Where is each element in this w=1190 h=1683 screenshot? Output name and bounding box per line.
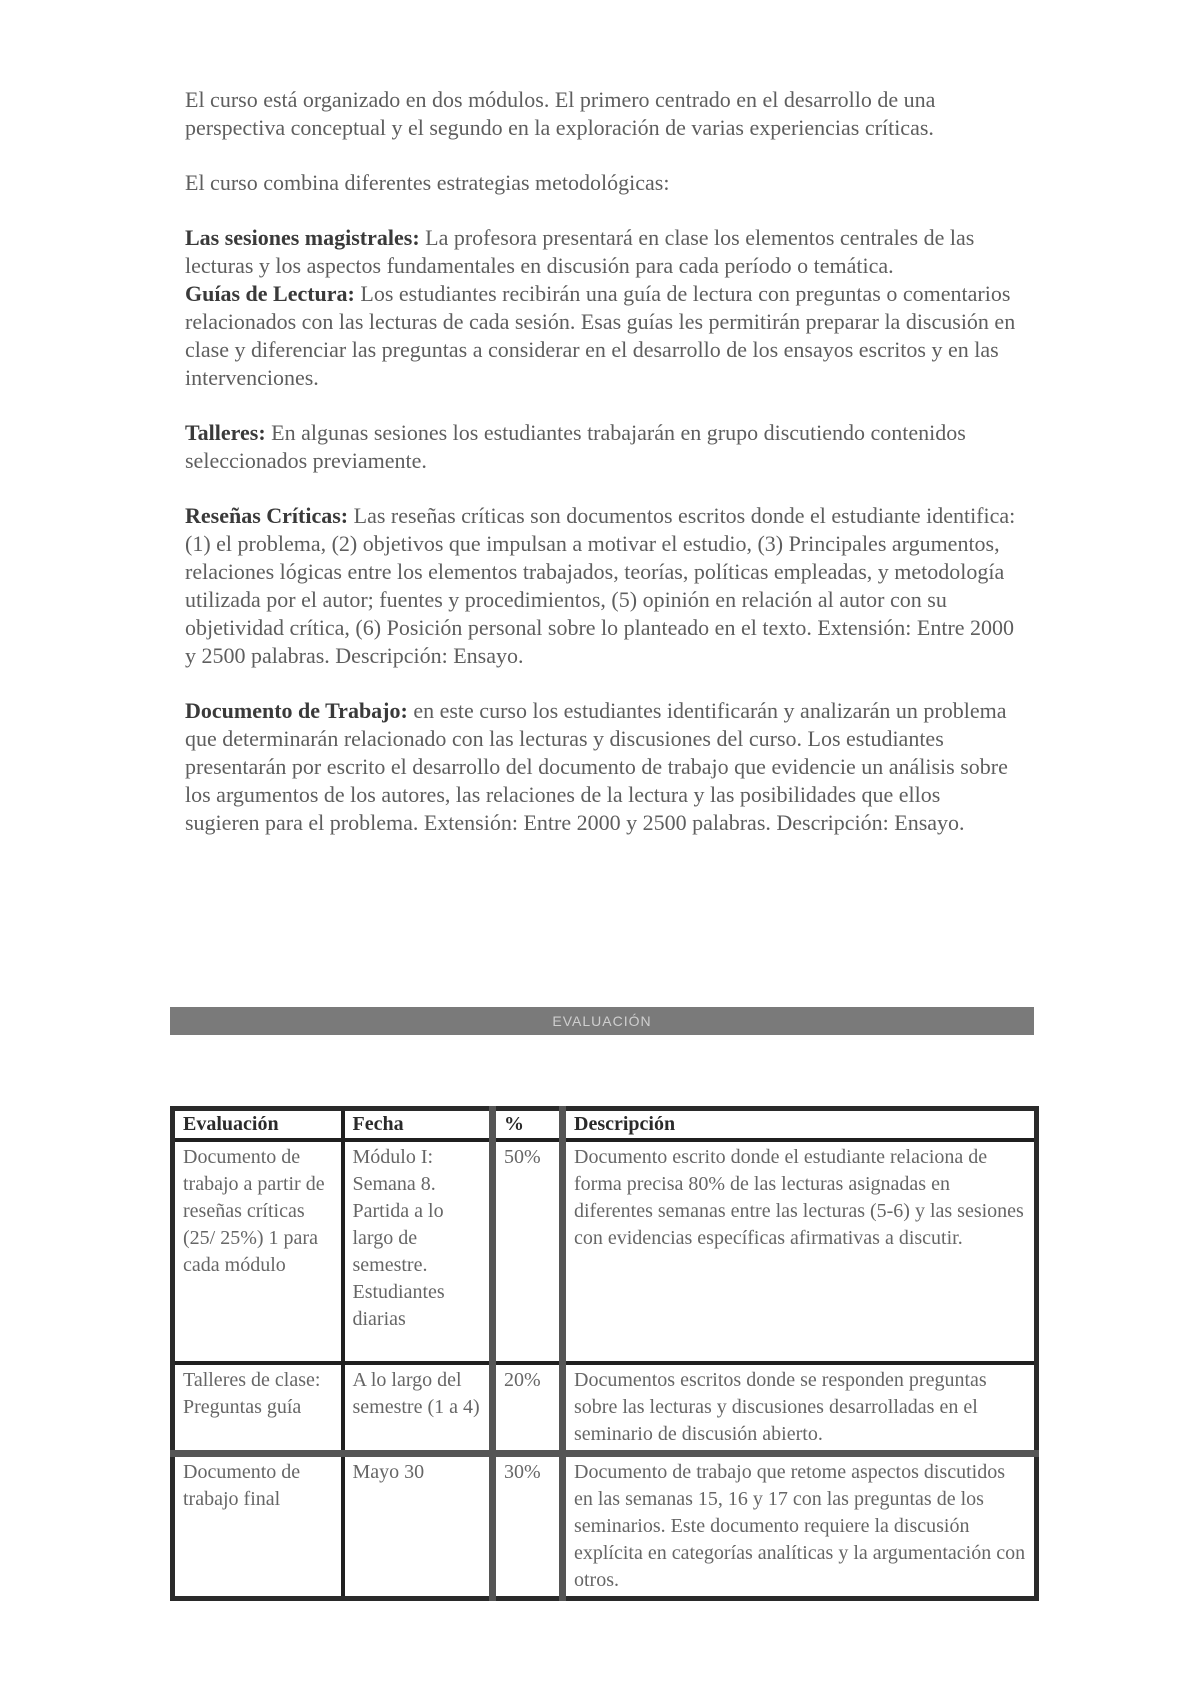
evaluation-table [170,1106,1039,1601]
section-banner: EVALUACIÓN [170,1007,1034,1035]
strategy-term: Reseñas Críticas: [185,503,349,528]
strategies-intro: El curso combina diferentes estrategias metodológicas: [185,170,670,195]
table-row [173,1454,1037,1599]
table-row [173,1363,1037,1454]
header-descripcion: Descripción [563,1109,1037,1141]
strategy-text: La profesora presentará en clase los elementos centrales de las lecturas y los aspectos fundamentales en discusión para cada período o temática. [185,225,975,278]
course-methodology-text [185,86,1020,864]
cell-percent: 50% [493,1140,563,1363]
header-percent: % [493,1109,563,1141]
cell-descripcion: Documentos escritos donde se responden preguntas sobre las lecturas y discusiones desarrolladas en el seminario de discusión abierto. [563,1363,1037,1454]
cell-descripcion: Documento de trabajo que retome aspectos discutidos en las semanas 15, 16 y 17 con las preguntas de los seminarios. Este documento requiere la discusión explícita en categorías analíticas y la argumentación con otros. [563,1454,1037,1599]
cell-evaluacion: Documento de trabajo a partir de reseñas críticas (25/ 25%) 1 para cada módulo [173,1140,343,1363]
strategy-term: Las sesiones magistrales: [185,225,420,250]
cell-evaluacion: Documento de trabajo final [173,1454,343,1599]
strategy-documento-trabajo [185,697,1020,837]
strategy-resenas-criticas [185,502,1020,670]
header-fecha: Fecha [343,1109,493,1141]
strategy-sesiones-magistrales [185,224,1020,280]
cell-percent: 20% [493,1363,563,1454]
strategy-term: Talleres: [185,420,266,445]
cell-evaluacion: Talleres de clase: Preguntas guía [173,1363,343,1454]
strategy-talleres [185,419,1020,475]
strategy-text: Las reseñas críticas son documentos escritos donde el estudiante identifica: (1) el problema, (2) objetivos que impulsan a motivar el estudio, (3) Principales argumentos, relaciones lógicas entre los elementos trabajados, teorías, políticas empleadas, y metodología utilizada por el autor; fuentes y procedimientos, (5) opinión en relación al autor con su objetividad crítica, (6) Posición personal sobre lo planteado en el texto. Extensión: Entre 2000 y 2500 palabras. Descripción: Ensayo. [185,503,1016,668]
cell-descripcion: Documento escrito donde el estudiante relaciona de forma precisa 80% de las lecturas asignadas en diferentes semanas entre las lecturas (5-6) y las sesiones con evidencias específicas afirmativas a discutir. [563,1140,1037,1363]
cell-fecha: Mayo 30 [343,1454,493,1599]
header-evaluacion: Evaluación [173,1109,343,1141]
strategy-term: Guías de Lectura: [185,281,355,306]
cell-fecha: A lo largo del semestre (1 a 4) [343,1363,493,1454]
cell-fecha: Módulo I: Semana 8. Partida a lo largo de semestre. Estudiantes diarias [343,1140,493,1363]
table-header-row [173,1109,1037,1141]
table-row [173,1140,1037,1363]
cell-percent: 30% [493,1454,563,1599]
strategy-guias-lectura [185,280,1020,392]
strategy-text: en este curso los estudiantes identificarán y analizarán un problema que determinarán relacionado con las lecturas y discusiones del curso. Los estudiantes presentarán por escrito el desarrollo del documento de trabajo que evidencie un análisis sobre los argumentos de los autores, las relaciones de la lectura y las posibilidades que ellos sugieren para el problema. Extensión: Entre 2000 y 2500 palabras. Descripción: Ensayo. [185,698,1008,835]
strategy-text: Los estudiantes recibirán una guía de lectura con preguntas o comentarios relacionados con las lecturas de cada sesión. Esas guías les permitirán preparar la discusión en clase y diferenciar las preguntas a considerar en el desarrollo de los ensayos escritos y en las intervenciones. [185,281,1016,390]
strategy-text: En algunas sesiones los estudiantes trabajarán en grupo discutiendo contenidos seleccionados previamente. [185,420,966,473]
strategy-term: Documento de Trabajo: [185,698,408,723]
intro-paragraph: El curso está organizado en dos módulos. El primero centrado en el desarrollo de una perspectiva conceptual y el segundo en la exploración de varias experiencias críticas. [185,87,936,140]
